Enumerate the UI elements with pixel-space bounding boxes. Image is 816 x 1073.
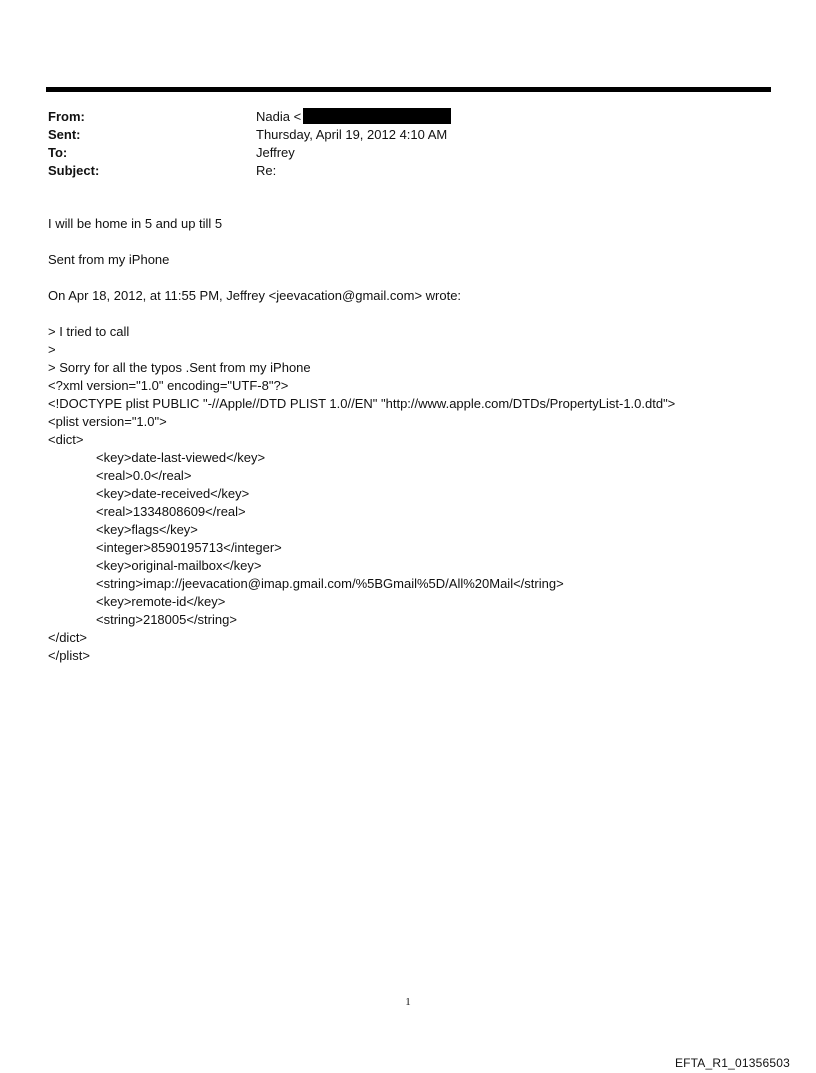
subject-label: Subject:: [48, 163, 100, 178]
xml-line: <key>original-mailbox</key>: [96, 558, 262, 573]
email-body: [48, 215, 768, 665]
sent-label: Sent:: [48, 127, 81, 142]
xml-line: <real>0.0</real>: [96, 468, 192, 483]
from-row: [48, 108, 451, 126]
xml-line: <key>remote-id</key>: [96, 594, 226, 609]
xml-line: <?xml version="1.0" encoding="UTF-8"?>: [48, 378, 289, 393]
xml-line: <key>flags</key>: [96, 522, 198, 537]
body-line: I will be home in 5 and up till 5: [48, 216, 223, 231]
to-value: Jeffrey: [256, 145, 295, 160]
xml-line: </dict>: [48, 630, 88, 645]
quoted-line: >: [48, 342, 56, 357]
to-label: To:: [48, 145, 68, 160]
xml-line: <key>date-last-viewed</key>: [96, 450, 266, 465]
xml-line: <string>218005</string>: [96, 612, 237, 627]
subject-row: [48, 162, 451, 180]
subject-value: Re:: [256, 163, 277, 178]
xml-line: <real>1334808609</real>: [96, 504, 246, 519]
xml-line: <string>imap://jeevacation@imap.gmail.com/%5BGmail%5D/All%20Mail</string>: [96, 576, 564, 591]
quoted-line: > Sorry for all the typos .Sent from my iPhone: [48, 360, 311, 375]
page-number: 1: [405, 996, 411, 1008]
xml-line: <key>date-received</key>: [96, 486, 250, 501]
signature-line: Sent from my iPhone: [48, 252, 170, 267]
bates-number: EFTA_R1_01356503: [674, 1056, 790, 1070]
xml-line: <integer>8590195713</integer>: [96, 540, 282, 555]
redaction-box: [303, 108, 451, 124]
quoted-line: > I tried to call: [48, 324, 130, 339]
xml-line: <!DOCTYPE plist PUBLIC "-//Apple//DTD PLIST 1.0//EN" "http://www.apple.com/DTDs/PropertyList-1.0.dtd">: [48, 396, 676, 411]
sent-row: [48, 126, 451, 144]
xml-line: <plist version="1.0">: [48, 414, 167, 429]
from-label: From:: [48, 109, 85, 124]
from-name: Nadia <: [256, 109, 302, 124]
header-rule: [46, 87, 771, 92]
from-value: [256, 108, 451, 126]
reply-attribution: On Apr 18, 2012, at 11:55 PM, Jeffrey <jeevacation@gmail.com> wrote:: [48, 288, 462, 303]
email-header: [48, 108, 451, 180]
to-row: [48, 144, 451, 162]
xml-line: </plist>: [48, 648, 90, 663]
sent-value: Thursday, April 19, 2012 4:10 AM: [256, 127, 448, 142]
xml-line: <dict>: [48, 432, 84, 447]
